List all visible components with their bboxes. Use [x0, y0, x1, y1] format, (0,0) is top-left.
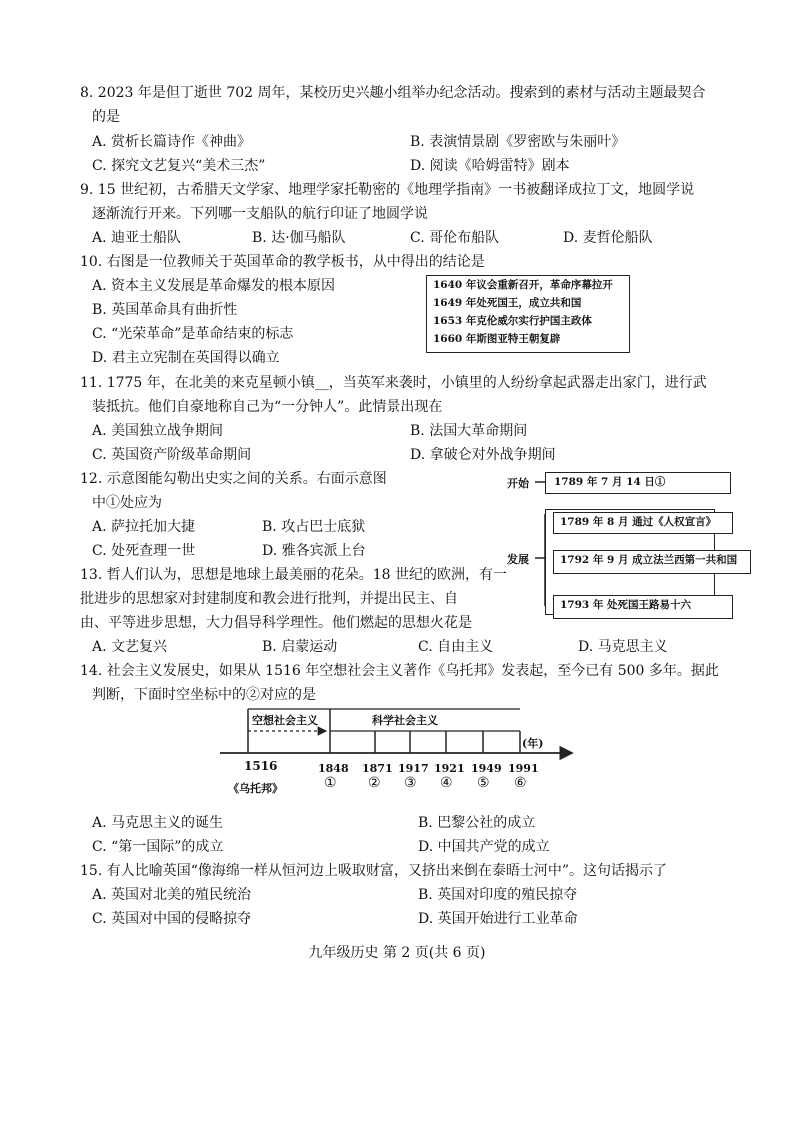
q12-start-box	[545, 472, 731, 494]
q9-stem-line1: 9. 15 世纪初，古希腊天文学家、地理学家托勒密的《地理学指南》一书被翻译成拉丁文，地圆学说	[80, 182, 695, 198]
q12-stem-line2: 中①处应为	[92, 495, 162, 511]
q13-stem-line3: 由、平等进步思想，大力倡导科学理性。他们燃起的思想火花是	[80, 615, 472, 631]
q12-develop-label: 发展	[507, 553, 529, 566]
q12-stem-line1: 12. 示意图能勾勒出史实之间的关系。右面示意图	[80, 471, 387, 487]
q11-stem-line1: 11. 1775 年，在北美的来克星顿小镇__，当英军来袭时，小镇里的人纷纷拿起武器走出家门，进行武	[80, 375, 707, 391]
q12-option-d: D. 雅各宾派上台	[262, 543, 366, 559]
q10-option-c: C. “光荣革命”是革命结束的标志	[92, 326, 294, 342]
q14-stem-line1: 14. 社会主义发展史，如果从 1516 年空想社会主义著作《乌托邦》发表起，至今已有 500 多年。据此	[80, 663, 719, 679]
q14-option-b: B. 巴黎公社的成立	[418, 815, 536, 831]
q14-mark-6: ⑥	[514, 775, 527, 791]
q9-option-b: B. 达·伽马船队	[252, 230, 346, 246]
q14-mark-2: ②	[368, 775, 381, 791]
q11-option-a: A. 美国独立战争期间	[92, 423, 224, 439]
q9-option-c: C. 哥伦布船队	[410, 230, 500, 246]
q15-option-d: D. 英国开始进行工业革命	[418, 911, 578, 927]
q13-stem-line1: 13. 哲人们认为，思想是地球上最美丽的花朵。18 世纪的欧洲，有一	[80, 567, 507, 583]
q12-dev-box-3-text: 1793 年 处死国王路易十六	[560, 599, 692, 611]
q15-option-c: C. 英国对中国的侵略掠夺	[92, 911, 252, 927]
q10-option-b: B. 英国革命具有曲折性	[92, 302, 238, 318]
q12-dev-box-2	[553, 550, 751, 574]
q8-stem-line2: 的是	[92, 109, 120, 125]
q15-stem: 15. 有人比喻英国“像海绵一样从恒河边上吸取财富，又挤出来倒在泰晤士河中”。这句话揭示了	[80, 863, 668, 879]
q10-stem: 10. 右图是一位教师关于英国革命的教学板书，从中得出的结论是	[80, 254, 485, 270]
q10-board-line-2: 1649 年处死国王，成立共和国	[433, 297, 582, 309]
q14-utopian-label: 空想社会主义	[252, 714, 318, 727]
q11-option-d: D. 拿破仑对外战争期间	[410, 447, 556, 463]
q14-year-1871: 1871	[362, 762, 393, 775]
q14-mark-5: ⑤	[477, 775, 490, 791]
q12-dev-box-1-text: 1789 年 8 月 通过《人权宣言》	[560, 516, 717, 528]
q12-option-b: B. 攻占巴士底狱	[262, 519, 366, 535]
q14-mark-4: ④	[440, 775, 453, 791]
q12-option-c: C. 处死查理一世	[92, 543, 196, 559]
q12-dev-box-1	[553, 512, 733, 534]
q12-dev-box-3	[553, 595, 733, 619]
q8-option-c: C. 探究文艺复兴“美术三杰”	[92, 158, 266, 174]
q14-year-1991: 1991	[508, 762, 539, 775]
q10-board-line-3: 1653 年克伦威尔实行护国主政体	[433, 315, 592, 327]
q13-option-c: C. 自由主义	[418, 639, 494, 655]
page-footer: 九年级历史 第 2 页(共 6 页)	[308, 945, 486, 961]
q14-mark-1: ①	[324, 775, 337, 791]
q11-option-b: B. 法国大革命期间	[410, 423, 528, 439]
q14-year-1949: 1949	[471, 762, 502, 775]
q14-mark-3: ③	[404, 775, 417, 791]
q12-start-box-text: 1789 年 7 月 14 日①	[554, 476, 666, 488]
q14-stem-line2: 判断，下面时空坐标中的②对应的是	[92, 687, 316, 703]
q11-stem-line2: 装抵抗。他们自豪地称自己为“一分钟人”。此情景出现在	[92, 399, 443, 415]
q8-option-d: D. 阅读《哈姆雷特》剧本	[410, 158, 570, 174]
q9-stem-line2: 逐渐流行开来。下列哪一支船队的航行印证了地圆学说	[92, 206, 428, 222]
q8-option-b: B. 表演情景剧《罗密欧与朱丽叶》	[410, 134, 626, 150]
q14-year-1921: 1921	[434, 762, 465, 775]
q8-option-a: A. 赏析长篇诗作《神曲》	[92, 134, 252, 150]
q14-option-c: C. “第一国际”的成立	[92, 839, 224, 855]
q14-scientific-label: 科学社会主义	[372, 714, 438, 727]
q8-stem-line1: 8. 2023 年是但丁逝世 702 周年，某校历史兴趣小组举办纪念活动。搜索到的素材与活动主题最契合	[80, 85, 706, 101]
q9-option-a: A. 迪亚士船队	[92, 230, 182, 246]
q14-year-1917: 1917	[398, 762, 429, 775]
q14-year-unit: (年)	[522, 737, 544, 750]
q15-option-b: B. 英国对印度的殖民掠夺	[418, 887, 578, 903]
q10-option-d: D. 君主立宪制在英国得以确立	[92, 350, 280, 366]
q10-option-a: A. 资本主义发展是革命爆发的根本原因	[92, 278, 336, 294]
q14-year-1848: 1848	[318, 762, 349, 775]
q13-stem-line2: 批进步的思想家对封建制度和教会进行批判，并提出民主、自	[80, 591, 458, 607]
q9-option-d: D. 麦哲伦船队	[563, 230, 653, 246]
q13-option-a: A. 文艺复兴	[92, 639, 168, 655]
q10-board-line-1: 1640 年议会重新召开，革命序幕拉开	[433, 279, 613, 291]
q15-option-a: A. 英国对北美的殖民统治	[92, 887, 252, 903]
q12-start-label: 开始	[507, 477, 529, 490]
q14-start-year: 1516	[244, 759, 278, 773]
q10-blackboard	[426, 275, 630, 353]
q13-option-d: D. 马克思主义	[578, 639, 668, 655]
q12-option-a: A. 萨拉托加大捷	[92, 519, 196, 535]
q10-board-line-4: 1660 年斯图亚特王朝复辟	[433, 333, 561, 345]
q14-option-a: A. 马克思主义的诞生	[92, 815, 224, 831]
q14-option-d: D. 中国共产党的成立	[418, 839, 550, 855]
q13-option-b: B. 启蒙运动	[262, 639, 338, 655]
q12-dev-box-2-text: 1792 年 9 月 成立法兰西第一共和国	[560, 554, 738, 566]
q11-option-c: C. 英国资产阶级革命期间	[92, 447, 252, 463]
q14-book-label: 《乌托邦》	[228, 782, 283, 795]
